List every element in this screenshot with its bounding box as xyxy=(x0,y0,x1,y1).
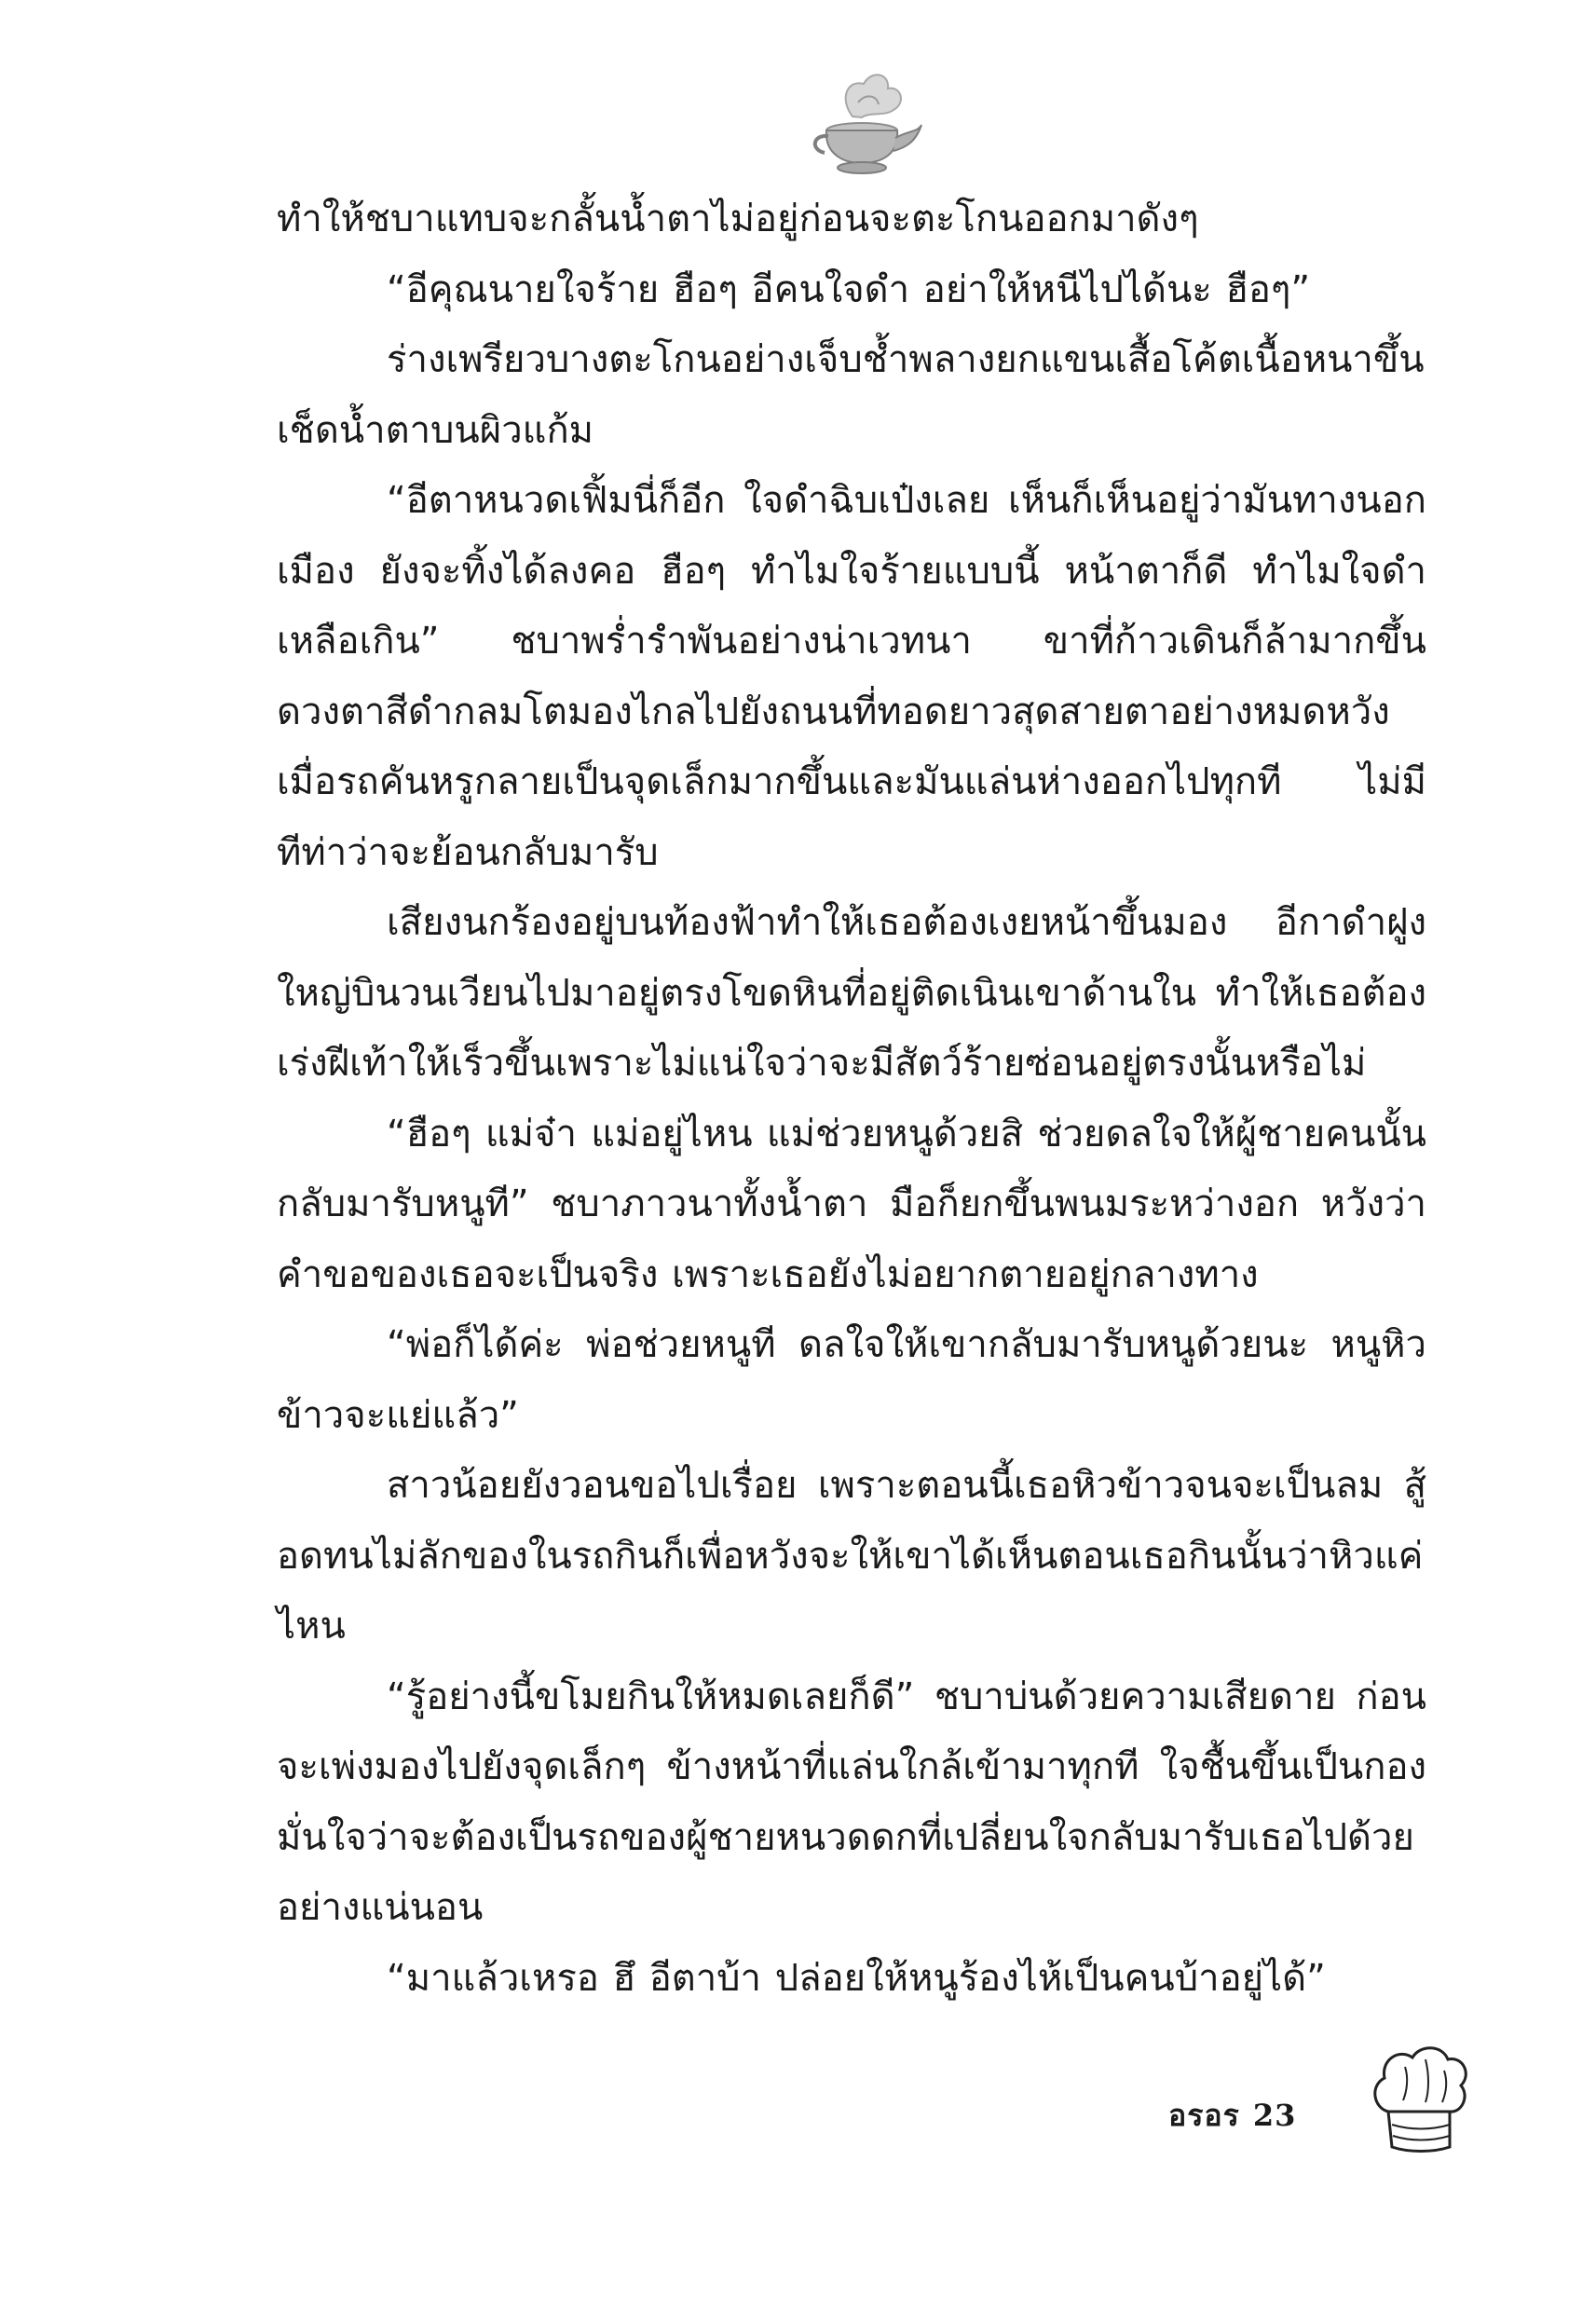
paragraph: เสียงนกร้องอยู่บนท้องฟ้าทำให้เธอต้องเงยหน้าขึ้นมอง อีกาดำฝูงใหญ่บินวนเวียนไปมาอยู่ตรงโขดหินที่อยู่ติดเนินเขาด้านใน ทำให้เธอต้องเร่งฝีเท้าให้เร็วขึ้นเพราะไม่แน่ใจว่าจะมีสัตว์ร้ายซ่อนอยู่ตรงนั้นหรือไม่ xyxy=(277,901,1426,1085)
paragraph: ร่างเพรียวบางตะโกนอย่างเจ็บช้ำพลางยกแขนเสื้อโค้ตเนื้อหนาขึ้นเช็ดน้ำตาบนผิวแก้ม xyxy=(277,338,1425,452)
magic-lamp-icon xyxy=(797,65,927,177)
page-body xyxy=(277,185,1426,2014)
paragraph: “อีตาหนวดเฟิ้มนี่ก็อีก ใจดำฉิบเป๋งเลย เห็นก็เห็นอยู่ว่ามันทางนอกเมือง ยังจะทิ้งได้ลงคอ ฮือๆ ทำไมใจร้ายแบบนี้ หน้าตาก็ดี ทำไมใจดำเหลือเกิน” ชบาพร่ำรำพันอย่างน่าเวทนา ขาที่ก้าวเดินก็ล้ามากขึ้น ดวงตาสีดำกลมโตมองไกลไปยังถนนที่ทอดยาวสุดสายตาอย่างหมดหวัง เมื่อรถคันหรูกลายเป็นจุดเล็กมากขึ้นและมันแล่นห่างออกไปทุกที ไม่มีทีท่าว่าจะย้อนกลับมารับ xyxy=(277,479,1426,874)
paragraph: “พ่อก็ได้ค่ะ พ่อช่วยหนูที ดลใจให้เขากลับมารับหนูด้วยนะ หนูหิวข้าวจะแย่แล้ว” xyxy=(277,1323,1426,1437)
page-number: 23 xyxy=(1252,2098,1297,2133)
paragraph: “อีคุณนายใจร้าย ฮือๆ อีคนใจดำ อย่าให้หนีไปได้นะ ฮือๆ” xyxy=(387,267,1311,311)
page-footer xyxy=(1168,2092,1296,2140)
paragraph: สาวน้อยยังวอนขอไปเรื่อย เพราะตอนนี้เธอหิวข้าวจนจะเป็นลม สู้อดทนไม่ลักของในรถกินก็เพื่อหวังจะให้เขาได้เห็นตอนเธอกินนั้นว่าหิวแค่ไหน xyxy=(277,1464,1426,1648)
chef-hat-icon xyxy=(1368,2039,1470,2155)
paragraph: ทำให้ชบาแทบจะกลั้นน้ำตาไม่อยู่ก่อนจะตะโกนออกมาดังๆ xyxy=(277,198,1199,240)
paragraph: “มาแล้วเหรอ ฮึ อีตาบ้า ปล่อยให้หนูร้องไห้เป็นคนบ้าอยู่ได้” xyxy=(387,1956,1326,2000)
book-title: อรอร xyxy=(1168,2098,1240,2133)
paragraph: “ฮือๆ แม่จ๋า แม่อยู่ไหน แม่ช่วยหนูด้วยสิ ช่วยดลใจให้ผู้ชายคนนั้นกลับมารับหนูที” ชบาภาวนาทั้งน้ำตา มือก็ยกขึ้นพนมระหว่างอก หวังว่าคำขอของเธอจะเป็นจริง เพราะเธอยังไม่อยากตายอยู่กลางทาง xyxy=(277,1112,1426,1296)
paragraph: “รู้อย่างนี้ขโมยกินให้หมดเลยก็ดี” ชบาบ่นด้วยความเสียดาย ก่อนจะเพ่งมองไปยังจุดเล็กๆ ข้างหน้าที่แล่นใกล้เข้ามาทุกที ใจชื้นขึ้นเป็นกอง มั่นใจว่าจะต้องเป็นรถของผู้ชายหนวดดกที่เปลี่ยนใจกลับมารับเธอไปด้วยอย่างแน่นอน xyxy=(277,1675,1426,1929)
